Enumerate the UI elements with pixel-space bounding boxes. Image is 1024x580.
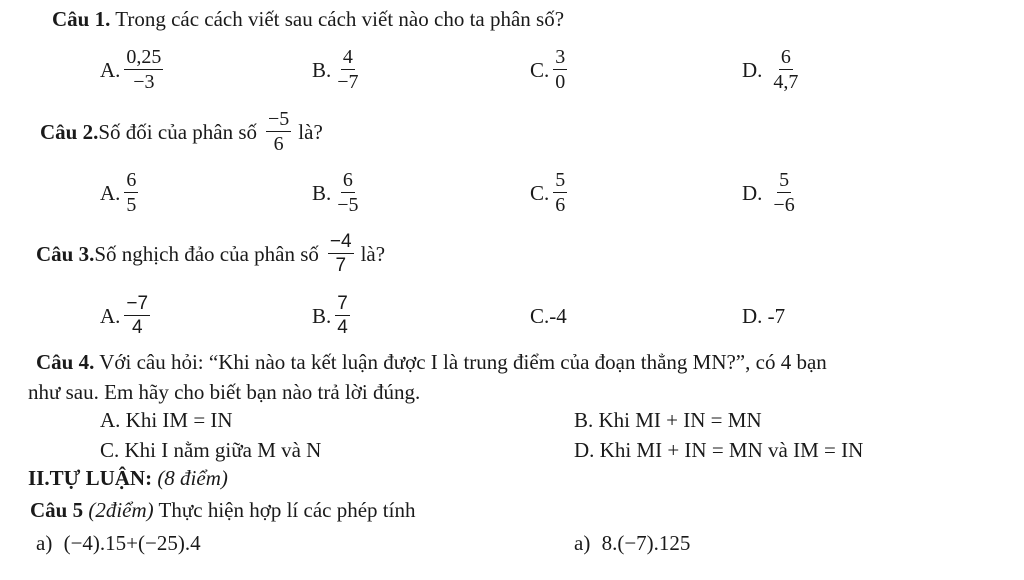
q2-option-d[interactable] xyxy=(742,163,800,223)
numerator: −7 xyxy=(126,293,149,315)
q3-option-a[interactable] xyxy=(100,286,153,346)
q5-text: Thực hiện hợp lí các phép tính xyxy=(153,498,416,522)
numerator: −4 xyxy=(329,231,352,253)
numerator: 6 xyxy=(780,46,791,68)
q2-text: Số đối của phân số xyxy=(98,119,258,144)
q5-title xyxy=(30,500,415,521)
denominator: 6 xyxy=(273,133,284,155)
numerator: 4 xyxy=(342,46,353,68)
section-title: II.TỰ LUẬN: xyxy=(28,466,153,490)
denominator: 7 xyxy=(335,255,347,276)
option-label: A. xyxy=(100,57,121,82)
fraction xyxy=(335,47,360,93)
denominator: −7 xyxy=(337,71,359,93)
part-expression: (−4).15+(−25).4 xyxy=(63,531,201,555)
q3-text: Số nghịch đảo của phân số xyxy=(94,241,319,266)
q1-option-a[interactable] xyxy=(100,40,166,100)
fraction xyxy=(335,294,350,338)
option-label: C. xyxy=(530,180,550,205)
q2-title xyxy=(40,102,323,162)
fraction xyxy=(124,294,150,338)
fraction xyxy=(553,170,567,216)
q3-number: Câu 3. xyxy=(36,241,95,266)
q1-text: Trong các cách viết sau cách viết nào cho ta phân số? xyxy=(110,7,565,31)
q1-option-d[interactable] xyxy=(742,40,803,100)
part-label: a) xyxy=(574,531,591,555)
numerator: 7 xyxy=(337,293,348,315)
q4-option-a[interactable]: A. Khi IM = IN xyxy=(100,408,233,432)
q3-fraction xyxy=(328,232,354,276)
q5-part-b xyxy=(574,533,690,554)
option-label: B. xyxy=(312,57,332,82)
q3-option-d[interactable]: D. -7 xyxy=(742,304,786,328)
denominator: −5 xyxy=(337,194,359,216)
numerator: 6 xyxy=(126,169,137,191)
denominator: 4 xyxy=(131,317,143,338)
fraction xyxy=(771,47,800,93)
q5-part-a xyxy=(36,533,201,554)
fraction xyxy=(335,170,360,216)
section-heading xyxy=(28,468,228,489)
q3-tail: là? xyxy=(360,241,386,266)
option-label: B. xyxy=(312,180,332,205)
q2-tail: là? xyxy=(298,119,323,144)
q3-option-c[interactable]: C.-4 xyxy=(530,304,567,328)
q4-number: Câu 4. xyxy=(36,350,95,374)
numerator: 0,25 xyxy=(126,46,162,68)
fraction xyxy=(553,47,567,93)
numerator: 6 xyxy=(342,169,353,191)
denominator: −3 xyxy=(133,71,155,93)
part-expression: 8.(−7).125 xyxy=(601,531,691,555)
option-label: B. xyxy=(312,303,332,328)
part-label: a) xyxy=(36,531,53,555)
q1-number: Câu 1. xyxy=(52,7,111,31)
q4-line2: như sau. Em hãy cho biết bạn nào trả lời đúng. xyxy=(28,380,421,404)
fraction xyxy=(124,47,163,93)
numerator: 5 xyxy=(555,169,566,191)
q3-title xyxy=(36,224,385,284)
option-label: A. xyxy=(100,303,121,328)
q4-title xyxy=(36,352,827,373)
q2-option-b[interactable] xyxy=(312,163,364,223)
q2-option-c[interactable] xyxy=(530,163,570,223)
q5-number: Câu 5 xyxy=(30,498,84,522)
section-points: (8 điểm) xyxy=(152,466,228,490)
q3-option-b[interactable] xyxy=(312,286,353,346)
q5-points: (2điểm) xyxy=(83,498,154,522)
denominator: 0 xyxy=(555,71,566,93)
option-label: A. xyxy=(100,180,121,205)
numerator: −5 xyxy=(268,108,290,130)
q2-option-a[interactable] xyxy=(100,163,141,223)
denominator: 6 xyxy=(555,194,566,216)
q4-option-b[interactable]: B. Khi MI + IN = MN xyxy=(574,408,762,432)
q4-option-d[interactable]: D. Khi MI + IN = MN và IM = IN xyxy=(574,438,864,462)
q2-number: Câu 2. xyxy=(40,119,99,144)
q4-option-c[interactable]: C. Khi I nằm giữa M và N xyxy=(100,438,322,462)
denominator: −6 xyxy=(773,194,795,216)
q1-option-c[interactable] xyxy=(530,40,570,100)
option-label: D. xyxy=(742,57,763,82)
option-label: D. xyxy=(742,180,763,205)
fraction xyxy=(124,170,138,216)
denominator: 4 xyxy=(337,317,348,338)
q4-line1: Với câu hỏi: “Khi nào ta kết luận được I là trung điểm của đoạn thẳng MN?”, có 4 bạn xyxy=(94,350,827,374)
numerator: 5 xyxy=(779,169,790,191)
fraction xyxy=(771,170,796,216)
q2-fraction xyxy=(266,109,291,155)
numerator: 3 xyxy=(555,46,566,68)
q1-option-b[interactable] xyxy=(312,40,364,100)
denominator: 5 xyxy=(126,194,137,216)
denominator: 4,7 xyxy=(773,71,799,93)
option-label: C. xyxy=(530,57,550,82)
q1-title xyxy=(52,9,564,30)
